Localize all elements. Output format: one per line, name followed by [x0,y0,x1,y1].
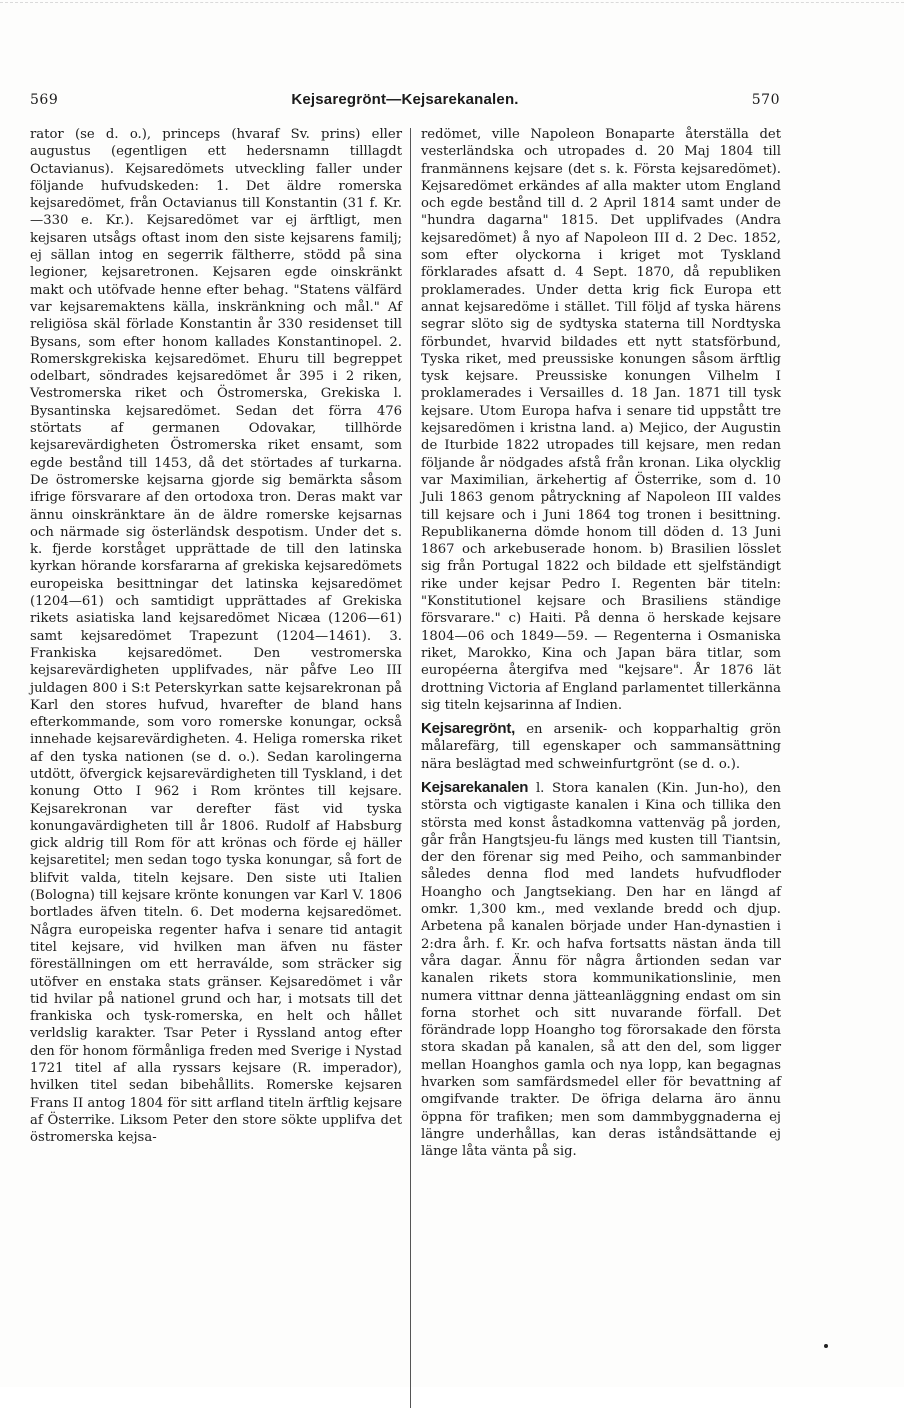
ink-dot [824,1344,828,1348]
page-number-left: 569 [30,92,59,108]
right-column-continued-text: redömet, ville Napoleon Bonaparte återställa det vesterländska och utropades d. 20 Maj 1804 till franmännens kejsare (det s. k. Första kejsaredömet). Kejsaredömet erkändes af alla makter utom England och egde bestånd till d. 2 April 1814 samt under de "hundra dagarna" 1815. Det upplifvades (Andra kejsaredömet) å nyo af Napoleon III d. 2 Dec. 1852, som efter olyckorna i kriget mot Tyskland förklarades afsatt d. 4 Sept. 1870, då republiken proklamerades. Under detta krig fick Europa ett annat kejsaredöme i stället. Till följd af tyska härens segrar slöto sig de sydtyska staterna till Nordtyska förbundet, hvarvid bildades ett nytt statsförbund, Tyska riket, med preussiske konungen såsom ärftlig tysk kejsare. Preussiske konungen Vilhelm I proklamerades i Versailles d. 18 Jan. 1871 till tysk kejsare. Utom Europa hafva i senare tid uppstått tre kejsaredömen i kristna land. a) Mejico, der Augustin de Iturbide 1822 utropades till kejsare, men redan följande år nödgades afstå från kronan. Lika olycklig var Maximilian, ärkehertig af Österrike, som d. 10 Juli 1863 genom påtryckning af Napoleon III valdes till kejsare och i Juni 1864 tog tronen i besittning. Republikanerna dömde honom till döden d. 13 Juni 1867 och arkebuserade honom. b) Brasilien lösslet sig från Portugal 1822 och bildade ett sjelfständigt rike under kejsar Pedro I. Regenten bär titeln: "Konstitutionel kejsare och Brasiliens ständige försvarare." c) Haiti. På denna ö herskade kejsare 1804—06 och 1849—59. — Regenterna i Osmaniska riket, Marokko, Kina och Japan bära titlar, som européerna återgifva med "kejsare". År 1876 lät drottning Victoria af England parlamentet tillerkänna sig titeln kejsarinna af Indien. [421,127,781,713]
running-title: Kejsaregrönt—Kejsarekanalen. [291,91,519,108]
page-number-right: 570 [751,92,780,108]
left-column-text: rator (se d. o.), princeps (hvaraf Sv. prins) eller augustus (egentligen ett hedersnamn tilllagdt Octavianus). Kejsaredömets utveckling faller under följande hufvudskeden: 1. Det äldre romerska kejsaredömet, från Octavianus till Konstantin (31 f. Kr. —330 e. Kr.). Kejsaredömet var ej ärftligt, men kejsaren utsågs oftast inom den siste kejsarens familj; ej sällan intog en segerrik fältherre, stödd på sina legioner, kejsaretronen. Kejsaren egde oinskränkt makt och utöfvade henne efter behag. "Statens välfärd var kejsaremaktens källa, inskränkning och mål." Af religiösa skäl förlade Konstantin år 330 residenset till Bysans, som efter honom kallades Konstantinopel. 2. Romerskgrekiska kejsaredömet. Ehuru till begreppet odelbart, söndrades kejsaredömet år 395 i 2 riken, Vestromerska riket och Östromerska, Grekiska l. Bysantinska kejsaredömet. Sedan det förra 476 störtats af germanen Odovakar, tillhörde kejsarevärdigheten Östromerska riket ensamt, som egde bestånd till 1453, då det störtades af turkarna. De östromerske kejsarna gjorde sig bemärkta såsom ifrige försvarare af den ortodoxa tron. Deras makt var ännu oinskränktare än de äldre romerske kejsarnas och närmade sig österländsk despotism. Under det s. k. fjerde korståget upprättade de till den latinska kyrkan hörande korsfararna af grekiska kejsaredömets europeiska besittningar det latinska kejsaredömet (1204—61) och samtidigt upprättades af Grekiska rikets asiatiska land kejsaredömet Nicæa (1206—61) samt kejsaredömet Trapezunt (1204—1461). 3. Frankiska kejsaredömet. Den vestromerska kejsarevärdigheten upplifvades, när påfve Leo III juldagen 800 i S:t Peterskyrkan satte kejsarekronan på Karl den stores hufvud, hvarefter de bland hans efterkommande, som voro romerske konungar, också innehade kejsarevärdigheten. 4. Heliga romerska riket af den tyska nationen (se d. o.). Sedan karolingerna utdött, öfvergick kejsarevärdigheten till Tyskland, i det konung Otto I 962 i Rom kröntes till kejsare. Kejsarekronan var derefter fäst vid tyska konungavärdigheten till år 1806. Rudolf af Habsburg gick aldrig till Rom för att krönas och förde ej häller kejsaretitel; men sedan togo tyska konungar, så fort de blifvit valda, titeln kejsare. Den siste uti Italien (Bologna) till kejsare krönte konungen var Karl V. 1806 bortlades äfven titeln. 6. Det moderna kejsaredömet. Några europeiska regenter hafva i senare tid antagit titel kejsare, vid hvilken man äfven nu fäster föreställningen om ett herraválde, som sträcker sig utöfver en enstaka stats gränser. Kejsaredömet i vår tid hvilar på nationel grund och har, i motsats till det frankiska och tysk-romerska, en helt och hållet verldslig karakter. Tsar Peter i Ryssland antog efter den för honom förmånliga freden med Sverige i Nystad 1721 titel af alla ryssars kejsare (R. imperador), hvilken titel sedan bibehållits. Romerske kejsaren Frans II antog 1804 för sitt arfland titeln ärftlig kejsare af Österrike. Liksom Peter den store sökte upplifva det östromerska kejsa- [30,127,402,1146]
entry-kejsaregront-text: en arsenik- och kopparhaltig grön målarefärg, till egenskaper och sammansättning nära beslägtad med schweinfurtgrönt (se d. o.). [421,722,781,772]
entry-kejsarekanalen [421,779,781,1161]
page-header [30,92,780,112]
headword-kejsarekanalen: Kejsarekanalen [421,778,529,796]
scan-edge-line [0,2,904,3]
entry-kejsaregront [421,720,781,773]
column-divider [410,128,411,1408]
right-column [421,126,781,1326]
left-column [30,126,402,1326]
entry-kejsarekanalen-text: l. Stora kanalen (Kin. Jun-ho), den största och vigtigaste kanalen i Kina och tillika den största med konst åstadkomna vattenväg på jorden, går från Hangtsjeu-fu längs med kusten till Tiantsin, der den förenar sig med Peiho, och sammanbinder således denna flod med landets hufvudfloder Hoangho och Jangtsekiang. Den har en längd af omkr. 1,300 km., med vexlande bredd och djup. Arbetena på kanalen började under Han-dynastien i 2:dra årh. f. Kr. och hafva fortsatts nästan ända till våra dagar. Ännu för några årtionden sedan var kanalen rikets stora kommunikationslinie, men numera vittnar denna jätteanläggning endast om sin forna storhet och sitt nuvarande förfall. Det förändrade lopp Hoangho tog förorsakade den första stora skadan på kanalen, så att den del, som ligger mellan Hoanghos gamla och nya lopp, kan begagnas hvarken som samfärdsmedel eller för bevattning af omgifvande trakter. De öfriga delarna äro ännu öppna för trafiken; men som dammbyggnaderna ej längre underhållas, kan deras iståndsättande ej länge låta vänta på sig. [421,780,781,1160]
headword-kejsaregront: Kejsaregrönt, [421,720,516,738]
